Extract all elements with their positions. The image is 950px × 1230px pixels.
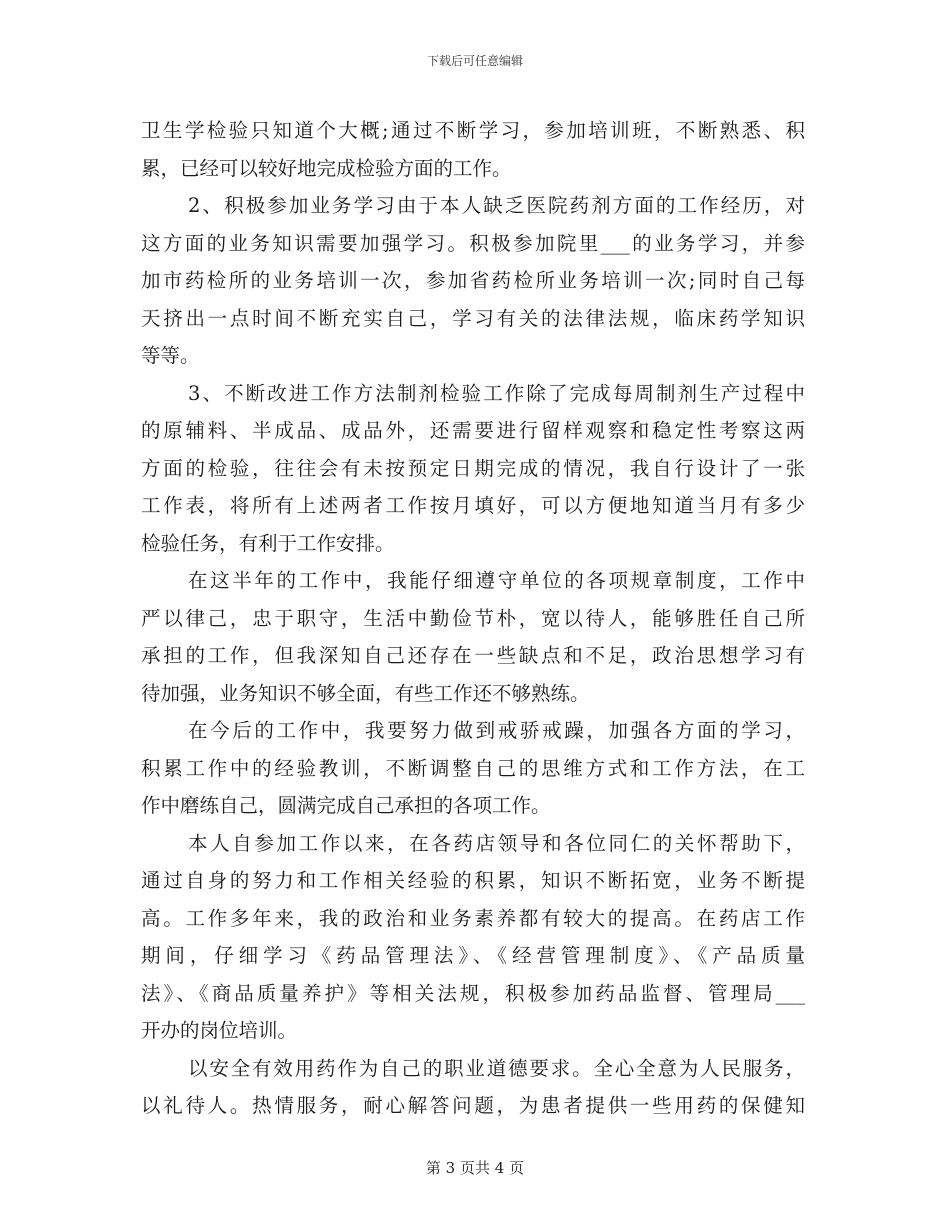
text-line: 检验任务，有利于工作安排。 (141, 531, 395, 555)
page-footer: 第 3 页共 4 页 (425, 1159, 525, 1177)
text-line: 开办的岗位培训。 (141, 1019, 298, 1042)
text-line: 本人自参加工作以来，在各药店领导和各位同仁的关怀帮助下， (188, 831, 805, 855)
text-line: 高。工作多年来，我的政治和业务素养都有较大的提高。在药店工作 (141, 906, 805, 930)
text-line: 作中磨练自己，圆满完成自己承担的各项工作。 (141, 794, 551, 817)
text-line: 卫生学检验只知道个大概;通过不断学习，参加培训班，不断熟悉、积 (141, 119, 805, 142)
text-line: 法》、《商品质量养护》等相关法规，积极参加药品监督、管理局___ (141, 981, 805, 1005)
text-line: 以礼待人。热情服务，耐心解答问题，为患者提供一些用药的保健知 (141, 1094, 805, 1117)
text-line: 这方面的业务知识需要加强学习。积极参加院里___的业务学习，并参 (141, 231, 805, 255)
text-line: 天挤出一点时间不断充实自己，学习有关的法律法规，临床药学知识 (141, 306, 805, 330)
document-body (141, 112, 805, 1125)
text-line: 承担的工作，但我深知自己还存在一些缺点和不足，政治思想学习有 (141, 644, 805, 667)
text-line: 严以律己，忠于职守，生活中勤俭节朴，宽以待人，能够胜任自己所 (141, 606, 805, 630)
page-header: 下载后可任意编辑 (426, 54, 523, 68)
text-line: 在这半年的工作中，我能仔细遵守单位的各项规章制度，工作中 (188, 569, 805, 592)
text-line: 等等。 (141, 344, 200, 367)
text-line: 加市药检所的业务培训一次，参加省药检所业务培训一次;同时自己每 (141, 269, 805, 292)
text-line: 2、积极参加业务学习由于本人缺乏医院药剂方面的工作经历，对 (188, 194, 805, 217)
text-line: 积累工作中的经验教训，不断调整自己的思维方式和工作方法，在工 (141, 756, 805, 780)
text-line: 在今后的工作中，我要努力做到戒骄戒躁，加强各方面的学习， (188, 719, 805, 742)
text-line: 的原辅料、半成品、成品外，还需要进行留样观察和稳定性考察这两 (141, 419, 805, 442)
text-line: 3、不断改进工作方法制剂检验工作除了完成每周制剂生产过程中 (188, 381, 805, 405)
text-line: 以安全有效用药作为自己的职业道德要求。全心全意为人民服务， (188, 1056, 805, 1080)
text-line: 工作表，将所有上述两者工作按月填好，可以方便地知道当月有多少 (141, 494, 805, 517)
text-line: 方面的检验，往往会有未按预定日期完成的情况，我自行设计了一张 (141, 456, 805, 480)
text-line: 通过自身的努力和工作相关经验的积累，知识不断拓宽，业务不断提 (141, 869, 805, 892)
text-line: 累，已经可以较好地完成检验方面的工作。 (141, 156, 512, 180)
text-line: 待加强，业务知识不够全面，有些工作还不够熟练。 (141, 681, 590, 705)
text-line: 期间，仔细学习《药品管理法》、《经营管理制度》、《产品质量 (141, 944, 805, 967)
